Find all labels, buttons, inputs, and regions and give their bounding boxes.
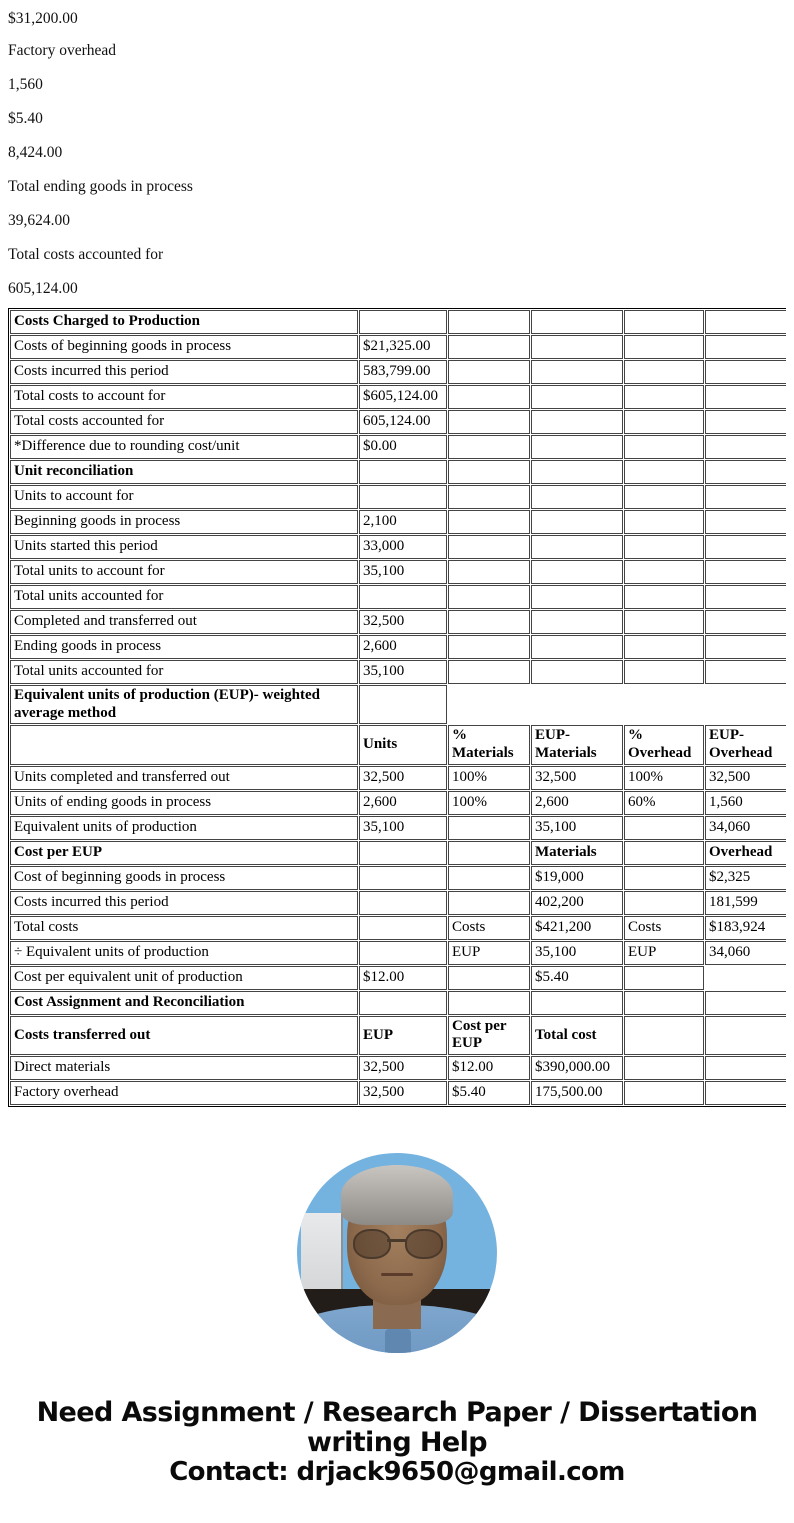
top-text-line: Total ending goods in process xyxy=(8,178,193,196)
top-text-line: $31,200.00 xyxy=(8,10,78,28)
table-cell xyxy=(705,360,786,384)
table-cell: Cost per EUP xyxy=(448,1016,530,1055)
table-cell: Cost per EUP xyxy=(10,841,358,865)
table-cell xyxy=(359,991,447,1015)
table-cell xyxy=(624,841,704,865)
footer-promo xyxy=(0,1398,794,1488)
table-cell xyxy=(531,435,623,459)
table-row xyxy=(10,941,786,965)
table-cell xyxy=(448,991,530,1015)
table-cell: Completed and transferred out xyxy=(10,610,358,634)
table-cell: 2,600 xyxy=(531,791,623,815)
table-cell xyxy=(448,866,530,890)
table-cell xyxy=(624,560,704,584)
table-row xyxy=(10,435,786,459)
table-row xyxy=(10,685,786,724)
table-cell xyxy=(705,585,786,609)
table-cell: $390,000.00 xyxy=(531,1056,623,1080)
table-row xyxy=(10,766,786,790)
table-cell xyxy=(624,385,704,409)
table-cell: Costs xyxy=(448,916,530,940)
table-row xyxy=(10,725,786,764)
table-cell xyxy=(531,510,623,534)
table-cell: $5.40 xyxy=(448,1081,530,1105)
table-cell: Costs of beginning goods in process xyxy=(10,335,358,359)
table-cell: Overhead xyxy=(705,841,786,865)
table-cell xyxy=(531,560,623,584)
table-row xyxy=(10,560,786,584)
table-cell xyxy=(531,585,623,609)
table-cell xyxy=(705,1056,786,1080)
table-cell: Costs transferred out xyxy=(10,1016,358,1055)
table-cell: Costs incurred this period xyxy=(10,891,358,915)
table-cell xyxy=(624,816,704,840)
table-cell: 32,500 xyxy=(531,766,623,790)
table-cell xyxy=(448,560,530,584)
table-cell: 181,599 xyxy=(705,891,786,915)
table-cell xyxy=(531,360,623,384)
table-cell: $2,325 xyxy=(705,866,786,890)
table-cell: Units of ending goods in process xyxy=(10,791,358,815)
table-cell xyxy=(705,335,786,359)
table-cell: Factory overhead xyxy=(10,1081,358,1105)
table-cell xyxy=(624,1016,704,1055)
table-cell: 35,100 xyxy=(531,941,623,965)
table-cell xyxy=(624,485,704,509)
table-cell xyxy=(624,891,704,915)
table-cell: Materials xyxy=(531,841,623,865)
table-cell xyxy=(705,991,786,1015)
table-cell xyxy=(531,660,623,684)
table-cell xyxy=(448,410,530,434)
top-text-line: 605,124.00 xyxy=(8,280,78,298)
table-cell xyxy=(448,360,530,384)
table-cell: Units to account for xyxy=(10,485,358,509)
top-text-line: 39,624.00 xyxy=(8,212,70,230)
table-cell xyxy=(448,460,530,484)
table-cell: 60% xyxy=(624,791,704,815)
table-row xyxy=(10,966,786,990)
table-cell: EUP-Overhead xyxy=(705,725,786,764)
table-row xyxy=(10,916,786,940)
table-cell: 583,799.00 xyxy=(359,360,447,384)
table-cell: 34,060 xyxy=(705,941,786,965)
table-cell: $21,325.00 xyxy=(359,335,447,359)
table-cell xyxy=(705,510,786,534)
table-row xyxy=(10,891,786,915)
table-cell xyxy=(705,1016,786,1055)
table-cell xyxy=(448,610,530,634)
top-text-line: 8,424.00 xyxy=(8,144,63,162)
table-cell: Costs xyxy=(624,916,704,940)
table-cell: EUP-Materials xyxy=(531,725,623,764)
table-cell: Total units to account for xyxy=(10,560,358,584)
table-row xyxy=(10,1081,786,1105)
table-row xyxy=(10,816,786,840)
table-cell xyxy=(624,335,704,359)
table-cell: 100% xyxy=(448,766,530,790)
table-cell: 2,100 xyxy=(359,510,447,534)
table-cell xyxy=(359,866,447,890)
table-row xyxy=(10,610,786,634)
table-cell xyxy=(624,866,704,890)
table-cell: Total costs accounted for xyxy=(10,410,358,434)
table-cell xyxy=(705,435,786,459)
table-cell: Units xyxy=(359,725,447,764)
table-cell xyxy=(448,485,530,509)
process-costing-table xyxy=(8,308,786,1107)
table-cell xyxy=(448,510,530,534)
table-cell xyxy=(448,966,530,990)
table-cell xyxy=(705,635,786,659)
table-cell xyxy=(531,610,623,634)
table-cell: $19,000 xyxy=(531,866,623,890)
table-cell xyxy=(705,385,786,409)
table-cell xyxy=(624,610,704,634)
table-cell: 100% xyxy=(448,791,530,815)
table-cell: *Difference due to rounding cost/unit xyxy=(10,435,358,459)
table-cell: Cost per equivalent unit of production xyxy=(10,966,358,990)
avatar-glasses-left xyxy=(353,1229,391,1259)
table-cell xyxy=(705,535,786,559)
table-cell: $12.00 xyxy=(448,1056,530,1080)
table-cell xyxy=(448,841,530,865)
table-cell xyxy=(531,460,623,484)
avatar-tie xyxy=(385,1329,411,1353)
table-cell xyxy=(448,435,530,459)
table-cell: Costs incurred this period xyxy=(10,360,358,384)
table-cell xyxy=(531,485,623,509)
table-cell: Direct materials xyxy=(10,1056,358,1080)
table-cell xyxy=(448,535,530,559)
footer-line-1: Need Assignment / Research Paper / Dissertation xyxy=(36,1397,758,1428)
top-text-line: Total costs accounted for xyxy=(8,246,164,264)
table-cell: $5.40 xyxy=(531,966,623,990)
table-cell xyxy=(705,485,786,509)
table-cell xyxy=(448,816,530,840)
table-cell xyxy=(448,385,530,409)
table-cell: 33,000 xyxy=(359,535,447,559)
table-row xyxy=(10,485,786,509)
table-cell xyxy=(359,941,447,965)
table-row xyxy=(10,310,786,334)
table-row xyxy=(10,585,786,609)
table-cell xyxy=(624,510,704,534)
table-cell: Cost Assignment and Reconciliation xyxy=(10,991,358,1015)
table-cell xyxy=(359,841,447,865)
table-cell: 35,100 xyxy=(359,660,447,684)
table-row xyxy=(10,410,786,434)
table-row xyxy=(10,1056,786,1080)
table-cell: Total units accounted for xyxy=(10,660,358,684)
table-cell xyxy=(531,335,623,359)
table-cell xyxy=(624,991,704,1015)
avatar-glasses-right xyxy=(405,1229,443,1259)
table-cell xyxy=(531,635,623,659)
table-row xyxy=(10,991,786,1015)
table-cell xyxy=(705,310,786,334)
table-cell: EUP xyxy=(359,1016,447,1055)
footer-line-2: writing Help xyxy=(307,1427,487,1459)
avatar-door xyxy=(301,1213,343,1301)
table-cell xyxy=(448,335,530,359)
table-cell xyxy=(448,891,530,915)
table-cell: Beginning goods in process xyxy=(10,510,358,534)
table-cell: 402,200 xyxy=(531,891,623,915)
avatar xyxy=(297,1153,497,1353)
table-cell xyxy=(359,460,447,484)
table-cell: $421,200 xyxy=(531,916,623,940)
table-cell xyxy=(359,585,447,609)
table-cell: ÷ Equivalent units of production xyxy=(10,941,358,965)
table-cell: 32,500 xyxy=(359,1081,447,1105)
top-text-block xyxy=(0,0,794,306)
table-cell xyxy=(705,610,786,634)
table-cell: 100% xyxy=(624,766,704,790)
table-row xyxy=(10,335,786,359)
table-row xyxy=(10,1016,786,1055)
table-cell: 32,500 xyxy=(359,610,447,634)
table-row xyxy=(10,385,786,409)
table-cell: Costs Charged to Production xyxy=(10,310,358,334)
table-cell xyxy=(624,310,704,334)
footer-line-3: Contact: drjack9650@gmail.com xyxy=(169,1457,625,1488)
table-cell xyxy=(624,1056,704,1080)
table-cell xyxy=(705,410,786,434)
table-cell: 1,560 xyxy=(705,791,786,815)
table-cell xyxy=(531,535,623,559)
table-cell: $12.00 xyxy=(359,966,447,990)
table-cell xyxy=(448,660,530,684)
table-cell: 32,500 xyxy=(359,1056,447,1080)
table-cell xyxy=(531,385,623,409)
table-cell xyxy=(624,410,704,434)
table-cell xyxy=(531,410,623,434)
table-cell: Total cost xyxy=(531,1016,623,1055)
table-cell: 32,500 xyxy=(359,766,447,790)
table-row xyxy=(10,510,786,534)
table-cell: Cost of beginning goods in process xyxy=(10,866,358,890)
table-cell: 605,124.00 xyxy=(359,410,447,434)
table-cell xyxy=(705,560,786,584)
avatar-hair xyxy=(341,1165,453,1225)
table-row xyxy=(10,791,786,815)
table-cell xyxy=(10,725,358,764)
table-cell xyxy=(624,966,704,990)
table-cell: EUP xyxy=(448,941,530,965)
table-cell: 32,500 xyxy=(705,766,786,790)
table-cell: 35,100 xyxy=(359,816,447,840)
table-cell xyxy=(448,310,530,334)
table-row xyxy=(10,635,786,659)
table-cell: Units started this period xyxy=(10,535,358,559)
table-row xyxy=(10,535,786,559)
table-cell xyxy=(448,585,530,609)
table-cell: 2,600 xyxy=(359,791,447,815)
table-cell xyxy=(705,1081,786,1105)
table-cell xyxy=(531,991,623,1015)
table-cell: Total costs to account for xyxy=(10,385,358,409)
table-cell: Equivalent units of production (EUP)- weighted average method xyxy=(10,685,358,724)
table-cell xyxy=(624,360,704,384)
table-cell xyxy=(705,660,786,684)
table-cell: 35,100 xyxy=(359,560,447,584)
table-cell: 34,060 xyxy=(705,816,786,840)
table-cell xyxy=(624,460,704,484)
table-cell: Total units accounted for xyxy=(10,585,358,609)
avatar-mouth xyxy=(381,1273,413,1276)
table-cell xyxy=(359,485,447,509)
table-cell xyxy=(359,685,447,724)
top-text-line: Factory overhead xyxy=(8,42,117,60)
table-cell xyxy=(624,585,704,609)
table-cell: 35,100 xyxy=(531,816,623,840)
table-cell: EUP xyxy=(624,941,704,965)
table-row xyxy=(10,460,786,484)
table-cell xyxy=(624,435,704,459)
table-row xyxy=(10,360,786,384)
table-cell: 2,600 xyxy=(359,635,447,659)
table-cell: 175,500.00 xyxy=(531,1081,623,1105)
table-cell: Ending goods in process xyxy=(10,635,358,659)
table-cell xyxy=(705,460,786,484)
table-row xyxy=(10,660,786,684)
top-text-line: $5.40 xyxy=(8,110,43,128)
avatar-glasses-bridge xyxy=(387,1239,407,1242)
table-cell xyxy=(531,310,623,334)
table-body xyxy=(10,310,786,1105)
table-cell: Unit reconciliation xyxy=(10,460,358,484)
table-cell xyxy=(624,535,704,559)
table-cell xyxy=(624,1081,704,1105)
table-cell: % Overhead xyxy=(624,725,704,764)
table-cell xyxy=(359,310,447,334)
table-cell xyxy=(359,891,447,915)
table-row xyxy=(10,866,786,890)
table-cell: Equivalent units of production xyxy=(10,816,358,840)
table-cell: % Materials xyxy=(448,725,530,764)
table-cell: $605,124.00 xyxy=(359,385,447,409)
top-text-line: 1,560 xyxy=(8,76,43,94)
table-cell xyxy=(448,635,530,659)
table-cell: Units completed and transferred out xyxy=(10,766,358,790)
table-cell xyxy=(359,916,447,940)
table-cell: $0.00 xyxy=(359,435,447,459)
table-cell: Total costs xyxy=(10,916,358,940)
table-cell xyxy=(624,660,704,684)
table-row xyxy=(10,841,786,865)
table-cell: $183,924 xyxy=(705,916,786,940)
table-cell xyxy=(624,635,704,659)
process-costing-table-wrapper xyxy=(8,308,786,1124)
